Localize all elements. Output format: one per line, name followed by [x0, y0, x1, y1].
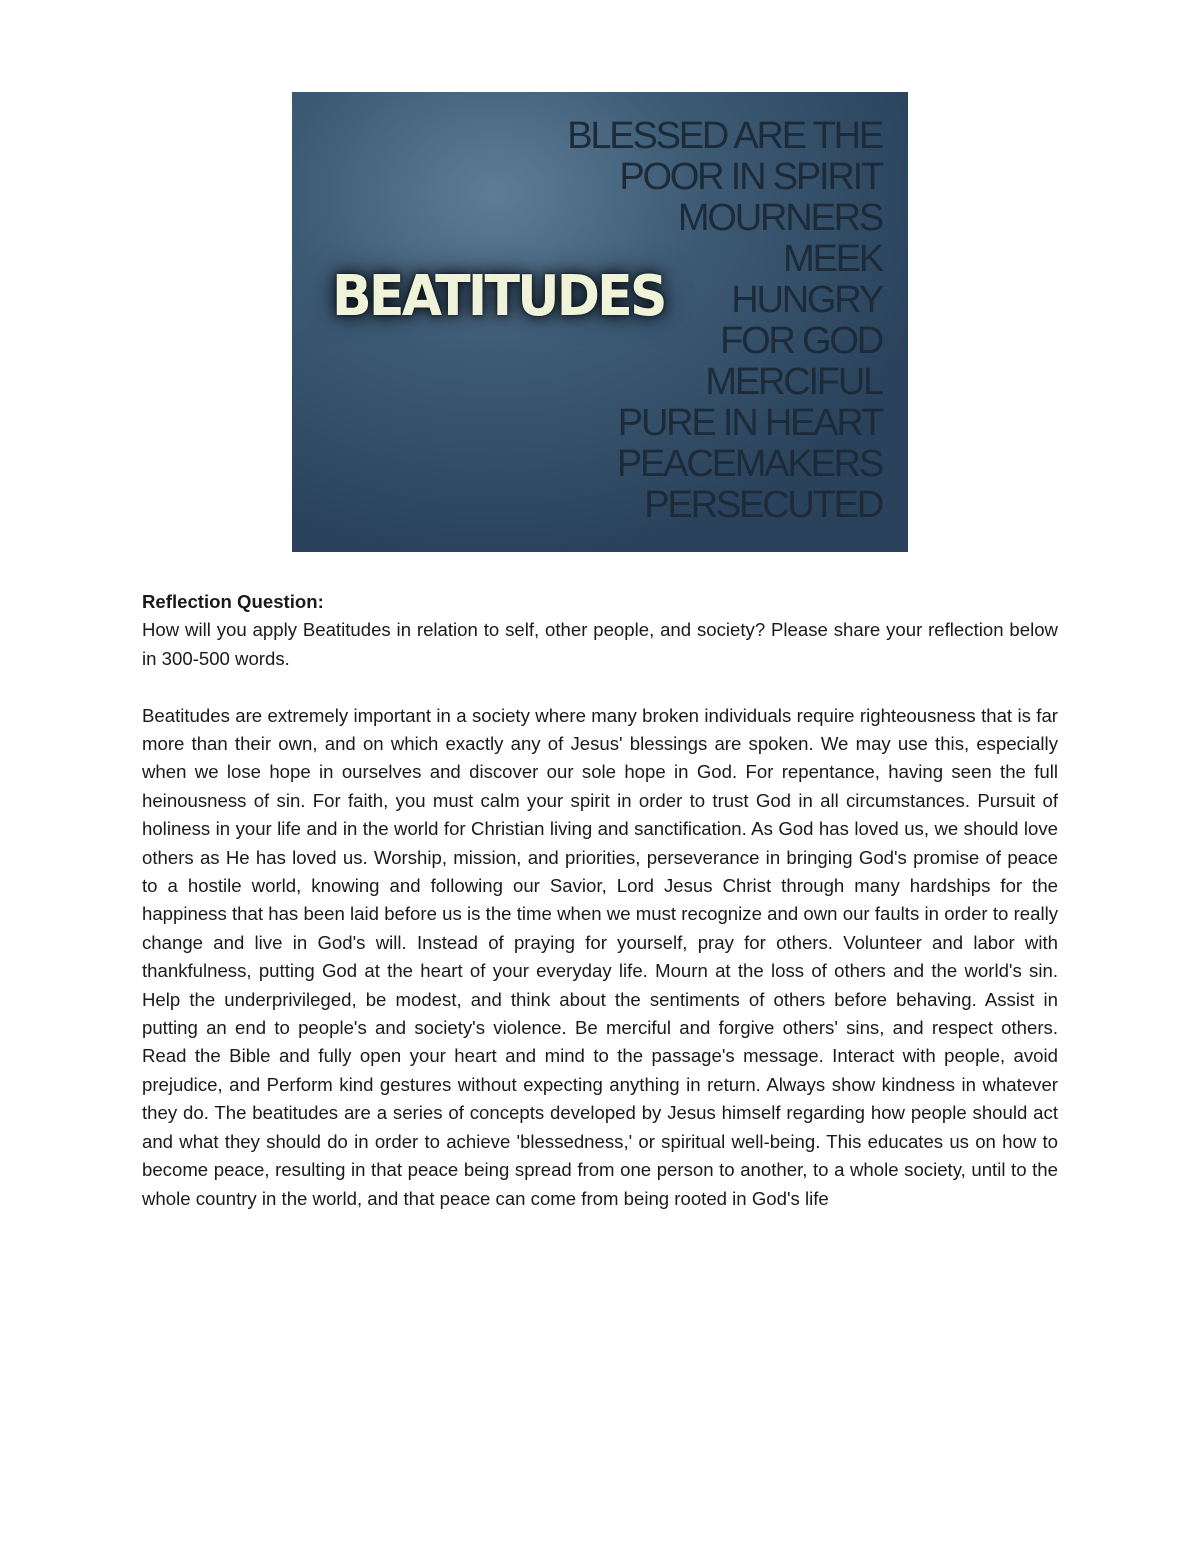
poster-list-item: PEACEMAKERS	[616, 443, 882, 485]
poster-list-item: MEEK	[783, 238, 882, 280]
reflection-heading: Reflection Question:	[142, 591, 324, 612]
poster-list-item: FOR GOD	[720, 320, 882, 362]
poster-beatitudes-list	[567, 116, 882, 526]
poster-list-item: HUNGRY	[731, 279, 882, 321]
poster-list-item: PURE IN HEART	[617, 402, 882, 444]
poster-list-item: PERSECUTED	[644, 484, 882, 526]
poster-list-item: BLESSED ARE THE	[567, 115, 882, 157]
poster-list-item: POOR IN SPIRIT	[619, 156, 882, 198]
poster-list-item: MOURNERS	[677, 197, 882, 239]
reflection-section	[142, 588, 1058, 1213]
reflection-answer: Beatitudes are extremely important in a society where many broken individuals require righteousness that is far more than their own, and on which exactly any of Jesus' blessings are spoken. We may use this, especially when we lose hope in ourselves and discover our sole hope in God. For repentance, having seen the full heinousness of sin. For faith, you must calm your spirit in order to trust God in all circumstances. Pursuit of holiness in your life and in the world for Christian living and sanctification. As God has loved us, we should love others as He has loved us. Worship, mission, and priorities, perseverance in bringing God's promise of peace to a hostile world, knowing and following our Savior, Lord Jesus Christ through many hardships for the happiness that has been laid before us is the time when we must recognize and own our faults in order to really change and live in God's will. Instead of praying for yourself, pray for others. Volunteer and labor with thankfulness, putting God at the heart of your everyday life. Mourn at the loss of others and the world's sin. Help the underprivileged, be modest, and think about the sentiments of others before behaving. Assist in putting an end to people's and society's violence. Be merciful and forgive others' sins, and respect others. Read the Bible and fully open your heart and mind to the passage's message. Interact with people, avoid prejudice, and Perform kind gestures without expecting anything in return. Always show kindness in whatever they do. The beatitudes are a series of concepts developed by Jesus himself regarding how people should act and what they should do in order to achieve 'blessedness,' or spiritual well-being. This educates us on how to become peace, resulting in that peace being spread from one person to another, to a whole society, until to the whole country in the world, and that peace can come from being rooted in God's life	[142, 704, 1058, 1209]
poster-list-item: MERCIFUL	[705, 361, 882, 403]
poster-title: BEATITUDES	[332, 264, 665, 329]
beatitudes-poster-image	[292, 92, 908, 552]
reflection-question: How will you apply Beatitudes in relation to self, other people, and society? Please share your reflection below in 300-500 words.	[142, 619, 1058, 669]
